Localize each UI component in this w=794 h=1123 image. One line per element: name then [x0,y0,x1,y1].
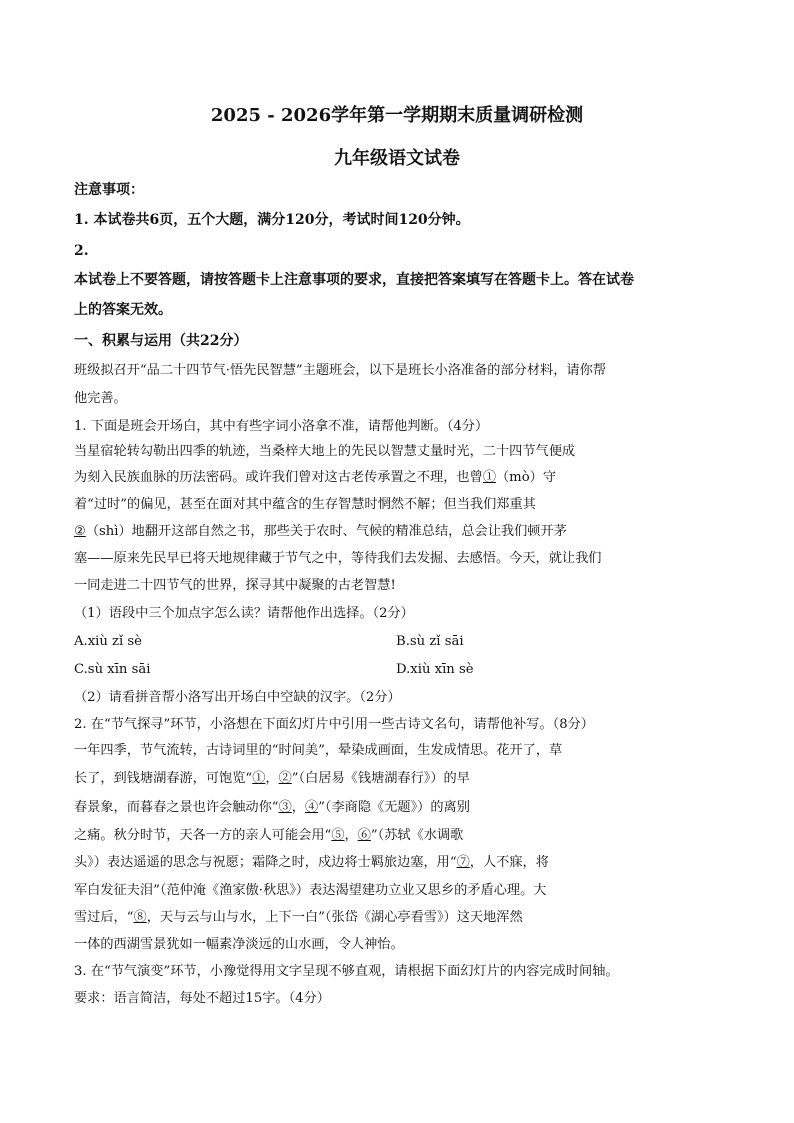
blank-q2-8: ⑧ [133,910,147,925]
blank-q2-2: ② [278,771,292,786]
section-1-intro-line-1: 班级拟召开“品二十四节气·悟先民智慧”主题班会，以下是班长小洛准备的部分材料，请你帮 [74,363,606,378]
q2-slide-line-5: 头》）表达遥遥的思念与祝愿；霜降之时，戍边将士羁旅边塞，用“⑦，人不寐，将 [74,855,549,870]
q2-slide-line-4: 之痛。秋分时节，天各一方的亲人可能会用“⑤，⑥”（苏轼《水调歌 [74,828,464,843]
notice-heading: 注意事项： [74,182,144,198]
q2-slide-line-6: 军白发征夫泪”（范仲淹《渔家傲·秋思》）表达渴望建功立业又思乡的矛盾心理。大 [74,883,547,898]
blank-q2-7: ⑦ [456,855,470,870]
blank-1: ① [482,470,496,485]
q1-passage-line-4: ②（shì）地翻开这部自然之书，那些关于农时、气候的精准总结，总会让我们顿开茅 [74,524,567,539]
option-d: D.xiù xīn sè [396,662,474,677]
q1-passage-line-1: 当星宿轮转勾勒出四季的轨迹，当桑梓大地上的先民以智慧丈量时光，二十四节气便成 [74,444,576,459]
q2-slide-line-8: 一体的西湖雪景犹如一幅素净淡远的山水画，令人神怡。 [74,937,404,952]
notice-item-2-line-2: 上的答案无效。 [74,302,172,318]
blank-q2-6: ⑥ [357,828,371,843]
question-3-stem: 3. 在“节气演变”环节，小豫觉得用文字呈现不够直观，请根据下面幻灯片的内容完成时间轴。 [74,964,619,979]
blank-2: ② [74,524,86,539]
q1-sub-question-2: （2）请看拼音帮小洛写出开场白中空缺的汉字。（2分） [74,690,401,705]
blank-q2-1: ① [252,771,266,786]
option-c: C.sù xīn sāi [74,662,151,677]
blank-q2-4: ④ [304,800,319,815]
blank-q2-5: ⑤ [331,828,345,843]
question-1-stem: 1. 下面是班会开场白，其中有些字词小洛拿不准，请帮他判断。（4分） [74,419,489,434]
q2-slide-line-3: 春景象，而暮春之景也许会触动你“③，④”（李商隐《无题》）的离别 [74,800,470,815]
option-b: B.sù zǐ sāi [396,634,464,649]
notice-item-2-number: 2. [74,243,89,259]
q1-passage-line-2: 为刻入民族血脉的历法密码。或许我们曾对这古老传承置之不理，也曾①（mò）守 [74,470,557,485]
q2-slide-line-2: 长了，到钱塘湖春游，可饱览“①，②”（白居易《钱塘湖春行》）的早 [74,771,470,786]
exam-subtitle: 九年级语文试卷 [334,148,460,169]
q1-passage-line-3: 着“过时”的偏见，甚至在面对其中蕴含的生存智慧时惘然不解；但当我们郑重其 [74,497,536,512]
notice-item-1: 1. 本试卷共6页，五个大题，满分120分，考试时间120分钟。 [74,212,470,228]
q2-slide-line-1: 一年四季，节气流转，古诗词里的“时间美”，晕染成画面，生发成情思。花开了，草 [74,743,563,758]
q1-sub-question-1: （1）语段中三个加点字怎么读？请帮他作出选择。（2分） [74,606,414,621]
exam-title: 2025 - 2026学年第一学期期末质量调研检测 [210,105,584,126]
section-1-intro-line-2: 他完善。 [74,391,127,406]
question-3-requirement: 要求：语言简洁，每处不超过15字。（4分） [74,991,330,1006]
q2-slide-line-7: 雪过后，“⑧，天与云与山与水，上下一白”（张岱《湖心亭看雪》）这天地浑然 [74,910,523,925]
option-a: A.xiù zǐ sè [74,634,142,649]
q1-passage-line-6: 一同走进二十四节气的世界，探寻其中凝聚的古老智慧! [74,578,396,593]
question-2-stem: 2. 在“节气探寻”环节，小洛想在下面幻灯片中引用一些古诗文名句，请帮他补写。（8分） [74,717,594,732]
section-1-heading: 一、积累与运用（共22分） [74,333,248,349]
blank-q2-3: ③ [278,800,292,815]
notice-item-2-line-1: 本试卷上不要答题，请按答题卡上注意事项的要求，直接把答案填写在答题卡上。答在试卷 [74,272,634,288]
q1-passage-line-5: 塞——原来先民早已将天地规律藏于节气之中，等待我们去发掘、去感悟。今天，就让我们 [74,551,602,566]
